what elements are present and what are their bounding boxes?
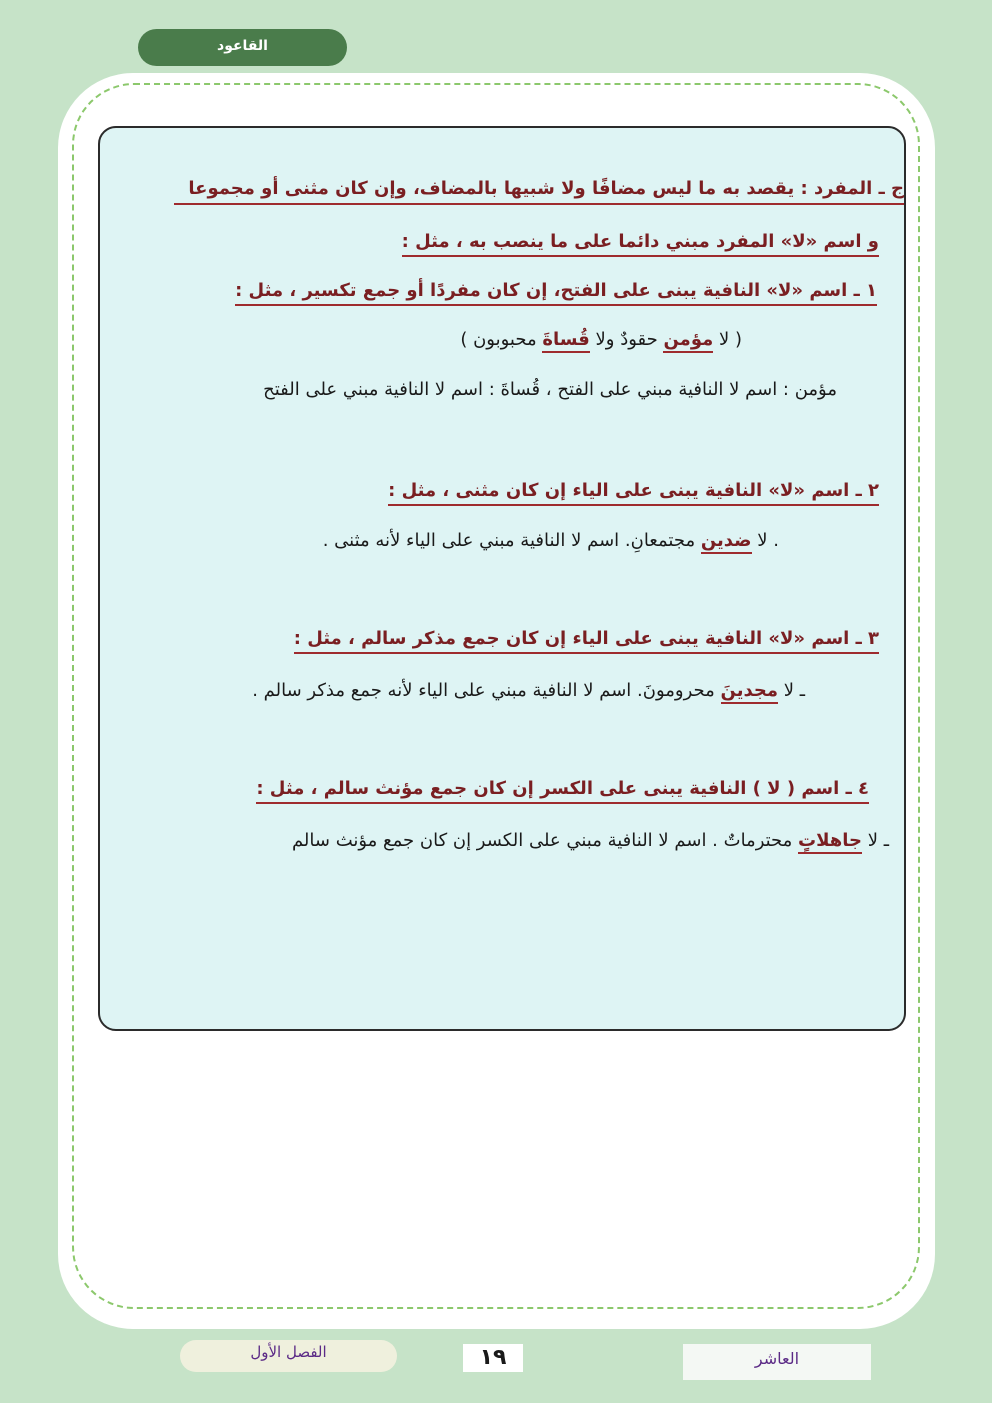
rule-1-explanation (263, 376, 837, 404)
rule-2-example (323, 527, 779, 555)
rule-3-example (252, 677, 805, 705)
rule-1-example-open: ( لا (713, 329, 742, 350)
rule-1-example-word-2: قُساةَ (542, 329, 590, 353)
intro-line-1-text: ج ـ المفرد : يقصد به ما ليس مضافًا ولا شبيها بالمضاف، وإن كان مثنى أو مجموعا (188, 178, 904, 199)
rule-2-heading-text: ٢ ـ اسم «لا» النافية يبنى على الياء إن كان مثنى ، مثل : (388, 480, 879, 506)
rule-2-heading (388, 477, 879, 505)
intro-line-2 (402, 228, 879, 256)
rule-4-heading-text: ٤ ـ اسم ( لا ) النافية يبنى على الكسر إن كان جمع مؤنث سالم ، مثل : (256, 778, 869, 804)
header-tab: القاعود (138, 29, 347, 66)
rule-2-example-rest: مجتمعانِ. اسم لا النافية مبني على الياء لأنه مثنى . (322, 530, 701, 551)
rule-2-example-word: ضدين (701, 530, 752, 554)
rule-1-example (460, 326, 742, 354)
rule-4-example (292, 827, 889, 855)
intro-line-1 (174, 175, 904, 205)
rule-1-heading-text: ١ ـ اسم «لا» النافية يبنى على الفتح، إن كان مفردًا أو جمع تكسير ، مثل : (235, 280, 877, 306)
page-number: ١٩ (463, 1344, 523, 1372)
rule-1-heading (235, 277, 877, 305)
rule-1-example-close: محبوبون ) (460, 329, 543, 350)
rule-1-example-word-1: مؤمن (663, 329, 713, 353)
rule-1-explanation-text: مؤمن : اسم لا النافية مبني على الفتح ، قُساةَ : اسم لا النافية مبني على الفتح (263, 379, 837, 400)
rule-2-example-open: . لا (751, 530, 779, 551)
rule-4-example-rest: محترماتٌ . اسم لا النافية مبني على الكسر إن كان جمع مؤنث سالم (291, 830, 799, 851)
rule-4-example-word: جاهلاتٍ (798, 830, 862, 854)
rule-3-example-open: ـ لا (778, 680, 805, 701)
rule-3-heading-text: ٣ ـ اسم «لا» النافية يبنى على الياء إن كان جمع مذكر سالم ، مثل : (294, 628, 879, 654)
intro-line-2-text: و اسم «لا» المفرد مبني دائما على ما ينصب به ، مثل : (402, 231, 879, 257)
rules-box (98, 126, 906, 1031)
rule-3-heading (294, 625, 879, 653)
rule-3-example-word: مجدينَ (721, 680, 778, 704)
footer-grade-label: العاشر (683, 1344, 871, 1380)
rule-4-example-open: ـ لا (862, 830, 889, 851)
rule-1-example-mid: حقودٌ ولا (589, 329, 664, 350)
footer-chapter-label: الفصل الأول (180, 1340, 397, 1372)
rule-4-heading (256, 775, 869, 803)
rule-3-example-rest: محرومونَ. اسم لا النافية مبني على الياء لأنه جمع مذكر سالم . (252, 680, 721, 701)
